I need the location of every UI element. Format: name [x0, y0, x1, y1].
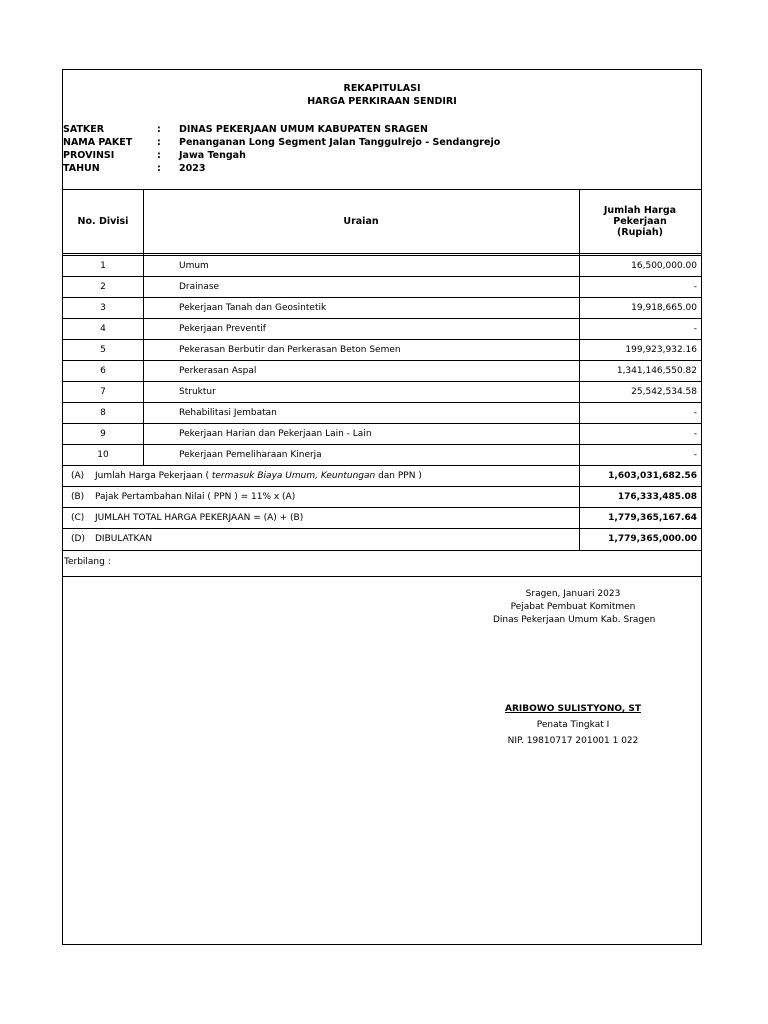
meta-key: NAMA PAKET	[63, 137, 133, 148]
signature-rank: Penata Tingkat I	[536, 720, 610, 730]
meta-key: SATKER	[63, 124, 105, 135]
row-no: 5	[100, 345, 106, 355]
row-amount: 1,341,146,550.82	[616, 366, 697, 376]
table-row	[63, 445, 701, 466]
meta-satker	[63, 123, 701, 136]
meta-nama-paket	[63, 136, 701, 149]
table-row	[63, 298, 701, 319]
table-row	[63, 403, 701, 424]
meta-value: Penanganan Long Segment Jalan Tanggulrejo - Sendangrejo	[179, 137, 501, 148]
summary-text-italic: termasuk Biaya Umum, Keuntungan	[211, 471, 376, 481]
table-row	[63, 340, 701, 361]
meta-sep: :	[157, 137, 161, 148]
summary-amount: 1,779,365,000.00	[608, 534, 697, 544]
summary-label: (B)	[71, 492, 85, 502]
row-uraian: Pekerasan Berbutir dan Perkerasan Beton Semen	[179, 345, 401, 355]
row-amount: 19,918,665.00	[631, 303, 697, 313]
col-header-no-divisi: No. Divisi	[77, 216, 129, 227]
row-uraian: Pekerjaan Pemeliharaan Kinerja	[179, 450, 322, 460]
signature-position: Pejabat Pembuat Komitmen	[510, 602, 636, 612]
table-row	[63, 424, 701, 445]
summary-text: JUMLAH TOTAL HARGA PEKERJAAN = (A) + (B)	[95, 513, 304, 523]
table-row	[63, 256, 701, 277]
title-rekapitulasi: REKAPITULASI	[343, 83, 421, 94]
col-header-jumlah-line3: (Rupiah)	[617, 227, 663, 238]
meta-key: PROVINSI	[63, 150, 115, 161]
summary-row-c	[63, 508, 701, 529]
row-amount: -	[693, 429, 697, 439]
meta-sep: :	[157, 163, 161, 174]
row-amount: -	[693, 408, 697, 418]
meta-value: 2023	[179, 163, 206, 174]
meta-key: TAHUN	[63, 163, 100, 174]
document-frame	[62, 69, 702, 945]
row-no: 4	[100, 324, 106, 334]
summary-row-d	[63, 529, 701, 551]
row-no: 2	[100, 282, 106, 292]
row-uraian: Drainase	[179, 282, 220, 292]
row-no: 1	[100, 261, 106, 271]
meta-value: Jawa Tengah	[179, 150, 246, 161]
table-row	[63, 361, 701, 382]
table-header	[63, 190, 701, 254]
meta-value: DINAS PEKERJAAN UMUM KABUPATEN SRAGEN	[179, 124, 428, 135]
summary-row-a	[63, 466, 701, 487]
row-uraian: Pekerjaan Tanah dan Geosintetik	[179, 303, 327, 313]
row-uraian: Pekerjaan Harian dan Pekerjaan Lain - Lain	[179, 429, 372, 439]
document-header	[63, 70, 701, 190]
summary-text: Pajak Pertambahan Nilai ( PPN ) = 11% x (A)	[95, 492, 296, 502]
col-header-uraian: Uraian	[343, 216, 379, 227]
row-uraian: Umum	[179, 261, 209, 271]
signature-name: ARIBOWO SULISTYONO, ST	[505, 704, 641, 714]
signature-office: Dinas Pekerjaan Umum Kab. Sragen	[493, 615, 656, 625]
summary-text-pre: Jumlah Harga Pekerjaan (	[95, 471, 212, 481]
terbilang-row: Terbilang :	[63, 551, 701, 577]
row-amount: -	[693, 282, 697, 292]
row-amount: -	[693, 324, 697, 334]
row-uraian: Pekerjaan Preventif	[179, 324, 266, 334]
summary-row-b	[63, 487, 701, 508]
summary-text	[95, 466, 422, 486]
row-uraian: Perkerasan Aspal	[179, 366, 257, 376]
meta-tahun	[63, 162, 701, 175]
signature-place-date: Sragen, Januari 2023	[525, 589, 621, 599]
table-row	[63, 277, 701, 298]
row-amount: -	[693, 450, 697, 460]
row-no: 3	[100, 303, 106, 313]
row-no: 8	[100, 408, 106, 418]
summary-amount: 1,779,365,167.64	[608, 513, 697, 523]
title-hps: HARGA PERKIRAAN SENDIRI	[307, 96, 457, 107]
col-header-jumlah-line1: Jumlah Harga	[603, 205, 677, 216]
row-no: 9	[100, 429, 106, 439]
col-header-jumlah	[579, 190, 701, 253]
row-uraian: Rehabilitasi Jembatan	[179, 408, 277, 418]
summary-amount: 1,603,031,682.56	[608, 471, 697, 481]
row-no: 6	[100, 366, 106, 376]
row-amount: 25,542,534.58	[631, 387, 697, 397]
row-no: 10	[97, 450, 109, 460]
row-amount: 16,500,000.00	[631, 261, 697, 271]
summary-amount: 176,333,485.08	[617, 492, 697, 502]
summary-text: DIBULATKAN	[95, 534, 153, 544]
summary-label: (D)	[71, 534, 85, 544]
summary-label: (C)	[71, 513, 85, 523]
summary-text-post: dan PPN )	[375, 471, 422, 481]
col-header-jumlah-line2: Pekerjaan	[613, 216, 667, 227]
row-uraian: Struktur	[179, 387, 216, 397]
row-no: 7	[100, 387, 106, 397]
signature-nip: NIP. 19810717 201001 1 022	[507, 736, 639, 746]
table-row	[63, 319, 701, 340]
meta-sep: :	[157, 124, 161, 135]
row-amount: 199,923,932.16	[625, 345, 697, 355]
meta-sep: :	[157, 150, 161, 161]
meta-provinsi	[63, 149, 701, 162]
summary-label: (A)	[71, 471, 85, 481]
table-row	[63, 382, 701, 403]
